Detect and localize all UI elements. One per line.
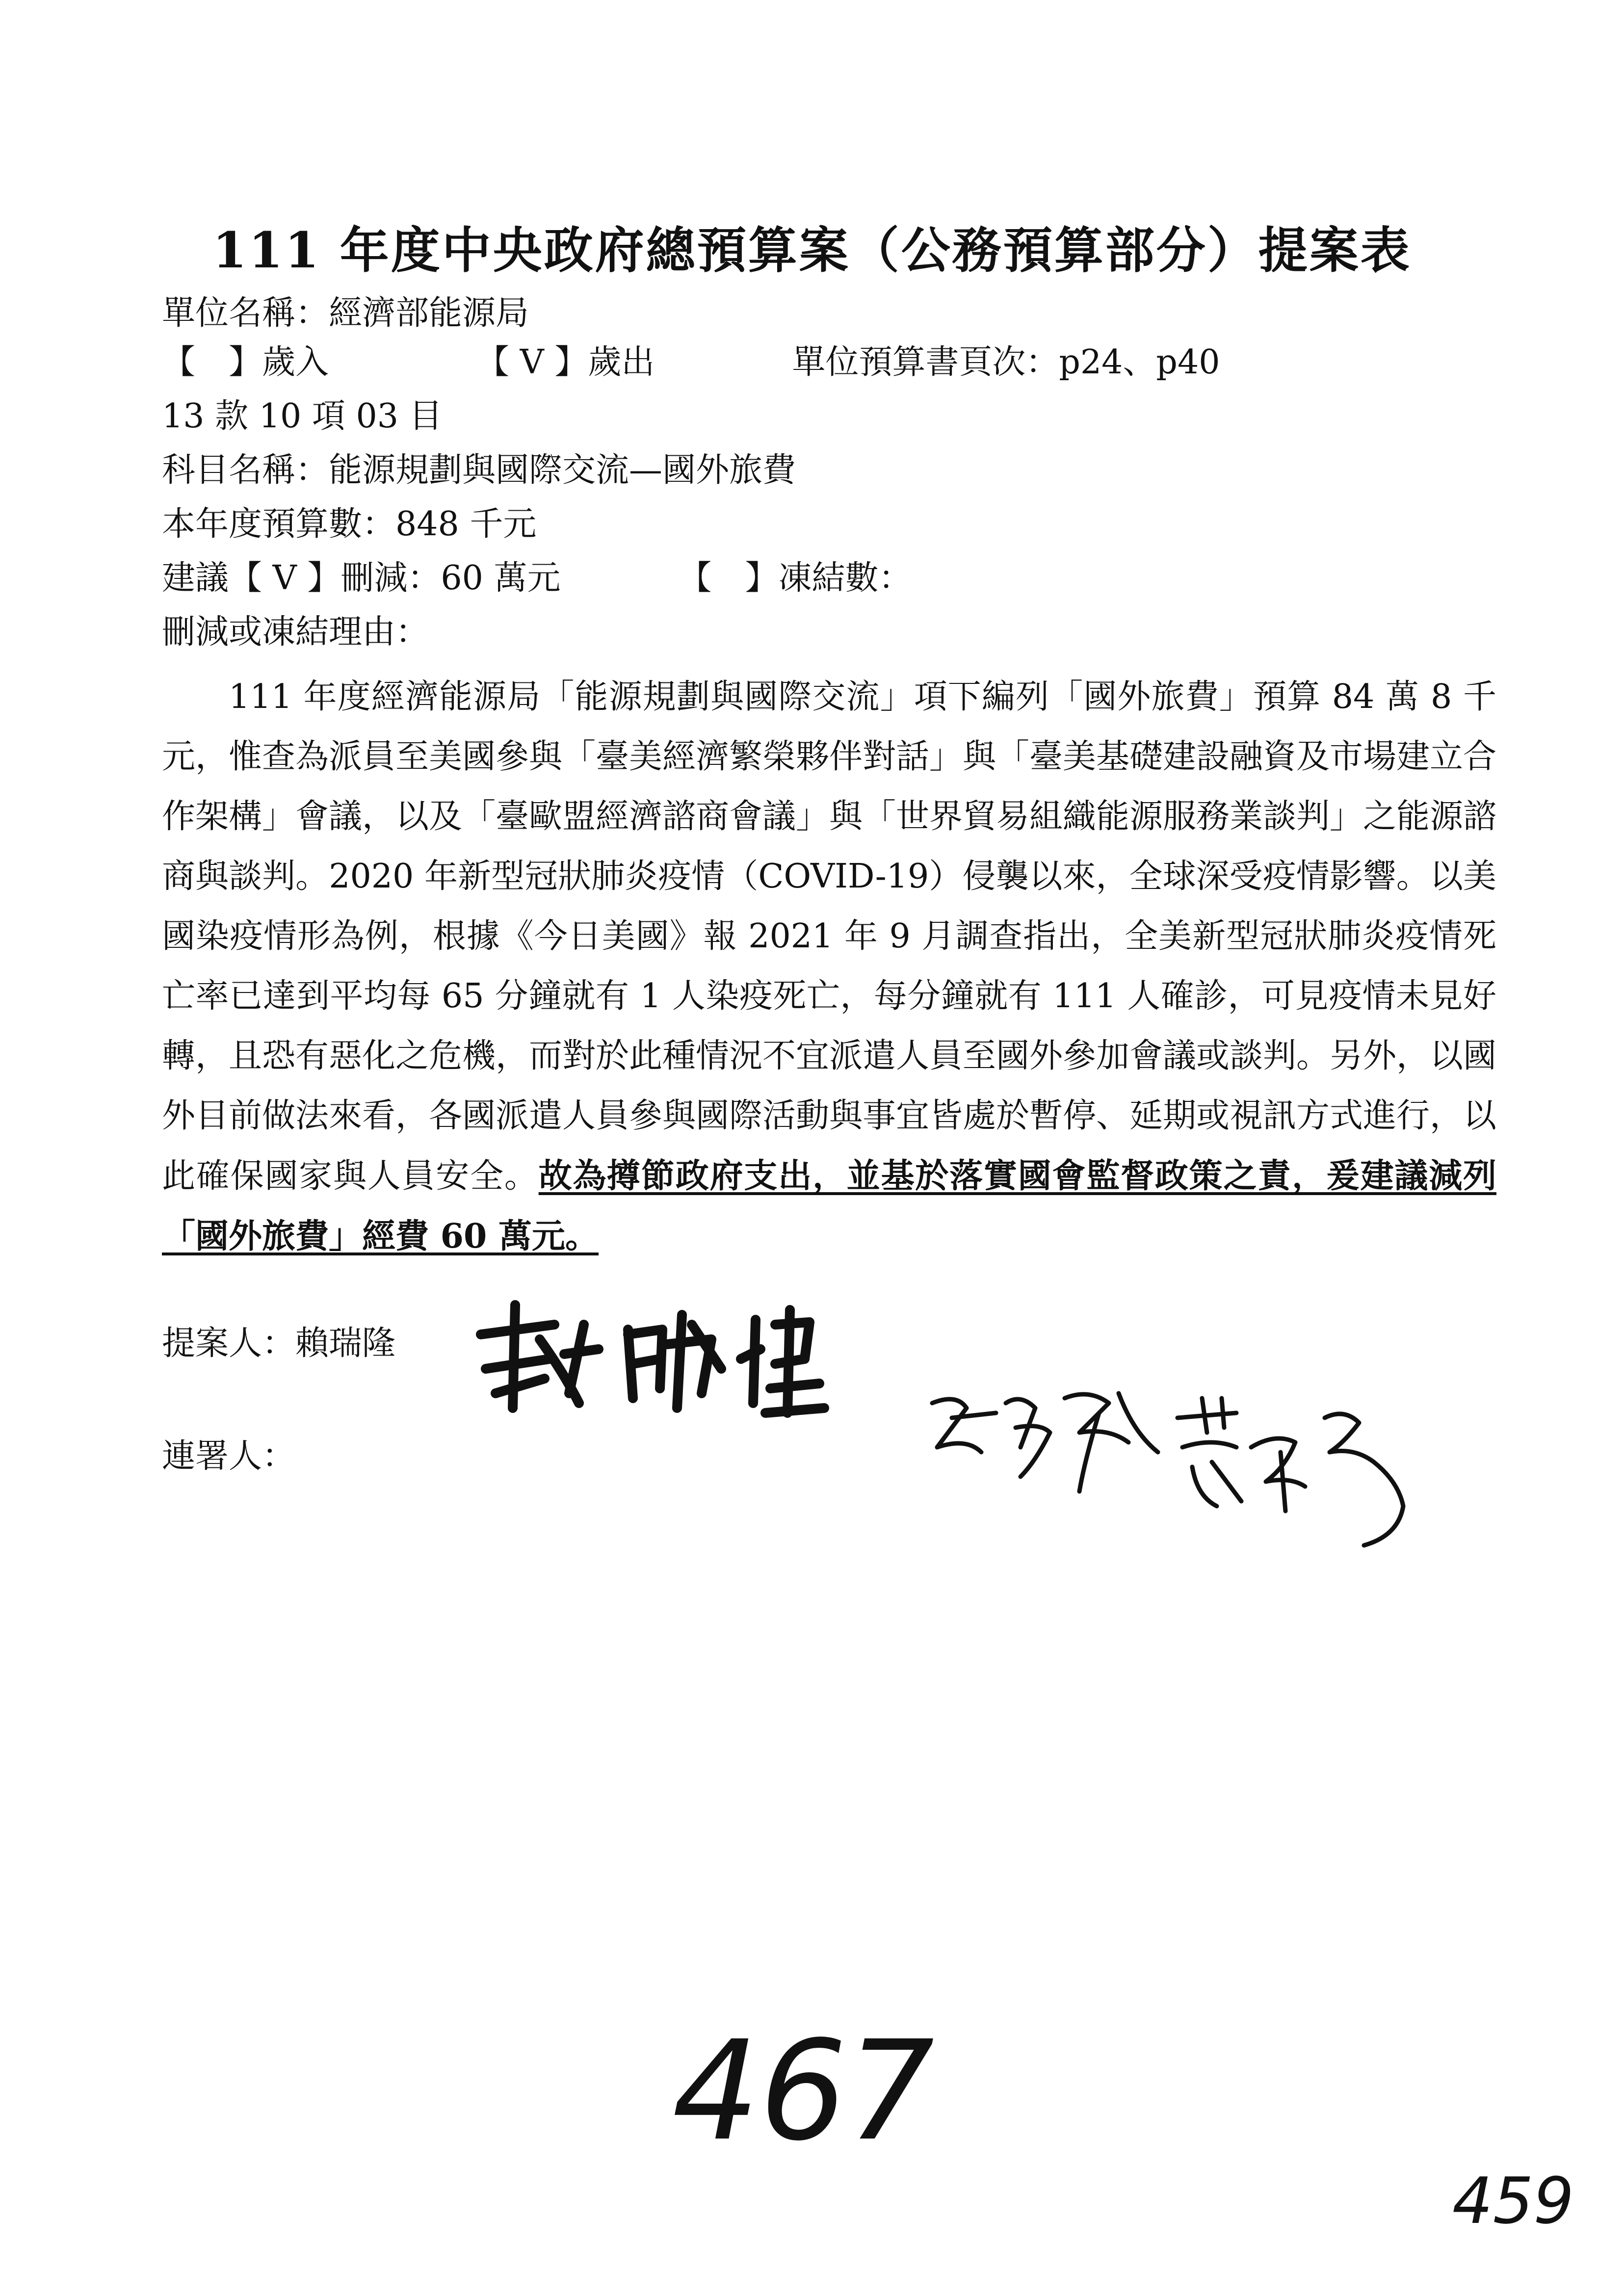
page-number-secondary: 459 (1452, 2164, 1574, 2238)
page-number: 467 (672, 2011, 935, 2171)
proposer-signature (466, 1295, 839, 1423)
revenue-checkbox: 【 】歲入 (162, 343, 329, 382)
item-code: 13 款 10 項 03 目 (162, 397, 443, 436)
reason-body: 111 年度經濟能源局「能源規劃與國際交流」項下編列「國外旅費」預算 84 萬 8 千元，惟查為派員至美國參與「臺美經濟繁榮夥伴對話」與「臺美基礎建設融資及市場建立合作架構」會議，以及「臺歐盟經濟諮商會議」與「世界貿易組織能源服務業談判」之能源諮商與談判。2020 年新型冠狀肺炎疫情（COVID-19）侵襲以來，全球深受疫情影響。以美國染疫情形為例，根據《今日美國》報 2021 年 9 月調查指出，全美新型冠狀肺炎疫情死亡率已達到平均每 65 分鐘就有 1 人染疫死亡，每分鐘就有 111 人確診，可見疫情未見好轉，且恐有惡化之危機，而對於此種情況不宜派遣人員至國外參加會議或談判。另外，以國外目前做法來看，各國派遣人員參與國際活動與事宜皆處於暫停、延期或視訊方式進行，以此確保國家與人員安全。 (162, 678, 1497, 1196)
cosigner-signature-2 (1168, 1388, 1442, 1555)
page-title: 111 年度中央政府總預算案（公務預算部分）提案表 (212, 221, 1412, 279)
cut-suggestion: 建議【 V 】刪減：60 萬元 (162, 559, 561, 598)
budget-amount: 本年度預算數：848 千元 (162, 505, 537, 544)
cosigner-label: 連署人： (162, 1437, 296, 1476)
unit-name: 單位名稱：經濟部能源局 (162, 294, 529, 333)
reason-emphasis: 故為撙節政府支出，並基於落實國會監督政策之責，爰建議減列「國外旅費」經費 60 萬元。 (162, 1156, 1496, 1256)
suggestion-row (162, 559, 912, 598)
reason-label: 刪減或凍結理由： (162, 613, 429, 652)
reason-paragraph (162, 667, 1496, 1267)
proposer: 提案人：賴瑞隆 (162, 1324, 396, 1363)
budget-type-row (162, 343, 1220, 382)
expenditure-checkbox: 【 V 】歲出 (476, 343, 655, 382)
subject-name: 科目名稱：能源規劃與國際交流—國外旅費 (162, 451, 796, 490)
budget-pages: 單位預算書頁次：p24、p40 (792, 343, 1220, 382)
freeze-checkbox: 【 】凍結數： (678, 559, 912, 598)
cosigner-signature-1 (922, 1374, 1178, 1496)
